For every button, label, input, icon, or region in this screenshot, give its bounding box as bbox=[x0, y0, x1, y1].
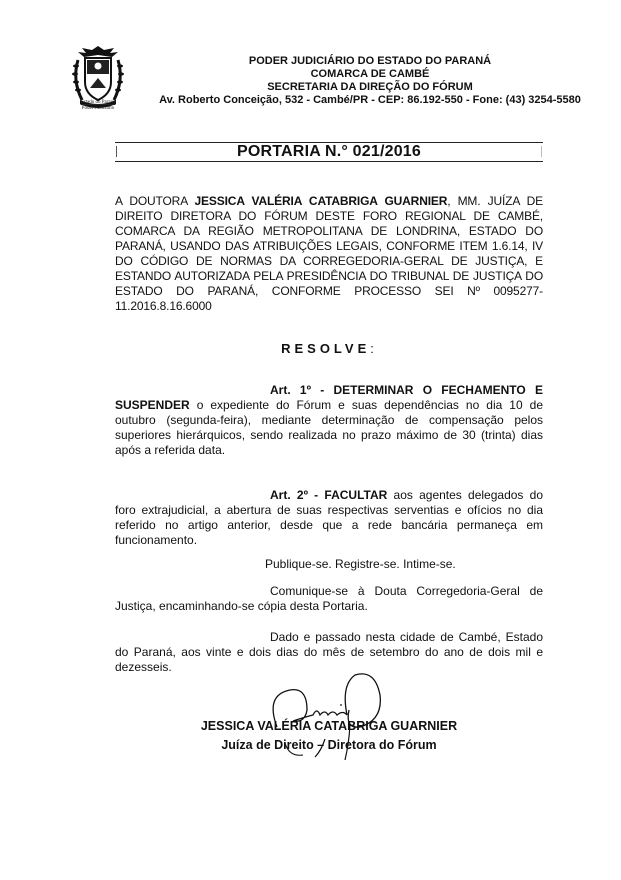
intro-text: , MM. JUÍZA DE DIREITO DIRETORA DO FÓRUM DESTE FORO REGIONAL DE CAMBÉ, COMARCA DA REGIÃO METROPOLITANA DE LONDRINA, ESTADO DO PARANÁ, USANDO DAS ATRIBUIÇÕES LEGAIS, CONFORME ITEM 1.6.14, IV DO CÓDIGO DE NORMAS DA CORREGEDORIA-GERAL DE JUSTIÇA, E ESTANDO AUTORIZADA PELA PRESIDÊNCIA DO TRIBUNAL DE JUSTIÇA DO ESTADO DO PARANÁ, CONFORME PROCESSO SEI Nº 0095277-11.2016.8.16.6000 bbox=[115, 194, 544, 313]
seal-caption-line2: Poder Judiciário bbox=[81, 106, 115, 111]
closing-dado: Dado e passado nesta cidade de Cambé, Estado do Paraná, aos vinte e dois dias do mês de setembro do ano de dois mil e dezesseis. bbox=[115, 630, 543, 674]
article-2-heading: Art. 2º - FACULTAR bbox=[270, 488, 388, 502]
letterhead-address: Av. Roberto Conceição, 532 - Cambé/PR - CEP: 86.192-550 - Fone: (43) 3254-5580 bbox=[159, 94, 581, 106]
title-rule-bottom bbox=[115, 161, 543, 162]
intro-paragraph bbox=[115, 194, 543, 314]
article-1-heading: Art. 1º - DETERMINAR O FECHAMENTO E SUSPENDER bbox=[115, 383, 543, 412]
article-1 bbox=[115, 383, 543, 458]
letterhead bbox=[136, 55, 604, 107]
article-2 bbox=[115, 488, 543, 548]
resolve-heading bbox=[115, 341, 543, 356]
seal-caption bbox=[68, 100, 128, 112]
closing-comunique: Comunique-se à Douta Corregedoria-Geral de Justiça, encaminhando-se cópia desta Portaria. bbox=[115, 584, 543, 613]
signatory-name: JESSICA VALÉRIA CATABRIGA GUARNIER bbox=[200, 719, 458, 733]
resolve-punct: : bbox=[370, 341, 377, 356]
article-2-text: aos agentes delegados do foro extrajudicial, a abertura de suas respectivas serventias e ofícios no dia referido no artigo anterior, desde que a rede bancária permaneça em funcionamento. bbox=[115, 488, 543, 547]
letterhead-line3: SECRETARIA DA DIREÇÃO DO FÓRUM bbox=[267, 81, 473, 93]
seal-caption-line1: Estado do Paraná bbox=[80, 100, 116, 105]
judge-name: JESSICA VALÉRIA CATABRIGA GUARNIER bbox=[194, 194, 448, 208]
article-1-text: o expediente do Fórum e suas dependências no dia 10 de outubro (segunda-feira), mediante determinação de compensação pelos superiores hierárquicos, sendo realizada no prazo máximo de 30 (trinta) dias após a referida data. bbox=[115, 398, 543, 457]
signatory-role: Juíza de Direito – Diretora do Fórum bbox=[221, 738, 437, 752]
letterhead-line2: COMARCA DE CAMBÉ bbox=[310, 68, 430, 80]
intro-prefix: A DOUTORA bbox=[115, 194, 188, 208]
page-title: PORTARIA N.° 021/2016 bbox=[237, 143, 421, 160]
resolve-word: RESOLVE bbox=[281, 341, 371, 356]
closing-publique: Publique-se. Registre-se. Intime-se. bbox=[265, 557, 456, 571]
letterhead-line1: PODER JUDICIÁRIO DO ESTADO DO PARANÁ bbox=[248, 55, 492, 67]
